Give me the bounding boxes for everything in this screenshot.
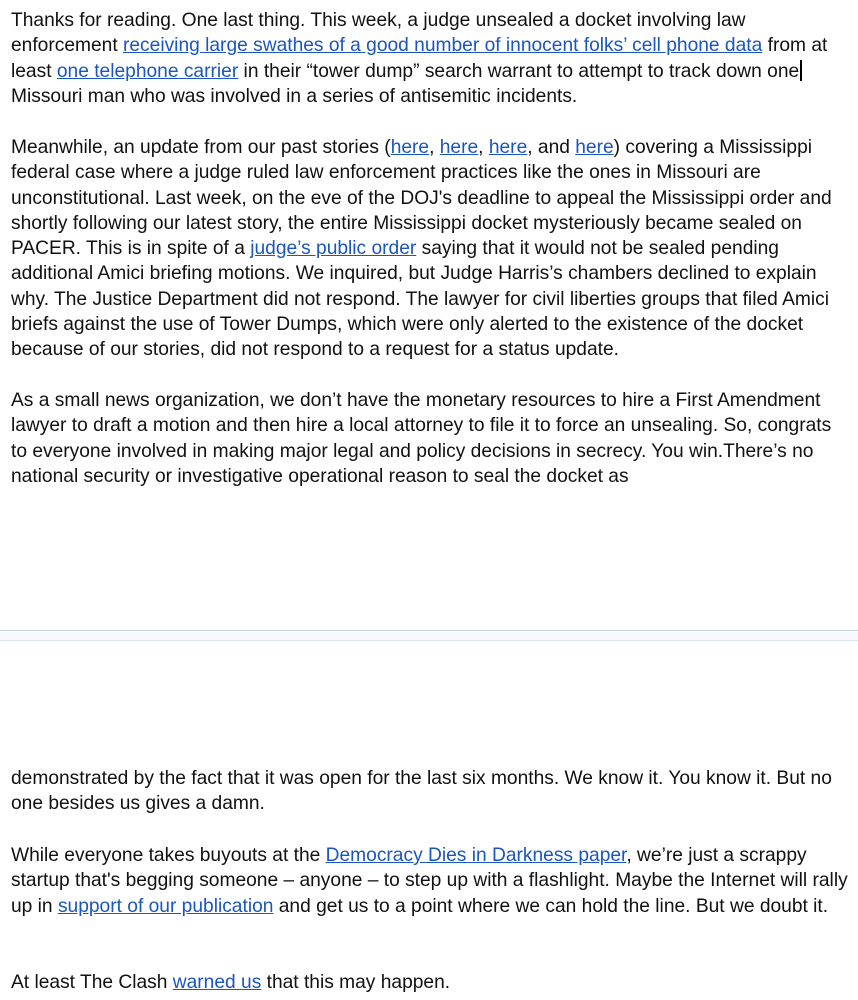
paragraph-mississippi-update: [11, 135, 851, 363]
text-run: While everyone takes buyouts at the: [11, 845, 326, 866]
text-run: in their “tower dump” search warrant to attempt to track down one: [238, 60, 800, 82]
link-here-2[interactable]: here: [439, 137, 479, 158]
link-warned-us[interactable]: warned us: [172, 972, 262, 993]
text-run: As a small news organization, we don’t have the monetary resources to hire a First Amendment lawyer to draft a motion and then hire a local attorney to file it to force an unsealing. So, congrats to everyone involved in making major legal and policy decisions in secrecy. You win.There’s no national security or investigative operational reason to seal the docket as: [11, 390, 832, 487]
link-here-4[interactable]: here: [575, 137, 614, 158]
text-run: At least The Clash: [11, 972, 173, 993]
text-run: Thanks for reading. One last thing. This week, a judge unsealed a docket involving law enforcement: [11, 10, 746, 57]
link-cell-phone-data[interactable]: receiving large swathes of a good number of innocent folks’ cell phone data: [123, 35, 763, 57]
link-here-1[interactable]: here: [390, 137, 430, 158]
page-break: [0, 630, 858, 641]
link-judges-public-order[interactable]: judge’s public order: [250, 238, 417, 260]
paragraph-demonstrated: [11, 766, 851, 817]
text-run: demonstrated by the fact that it was open for the last six months. We know it. You know it. But no one besides us gives a damn.: [11, 768, 832, 815]
document-page-bottom: [0, 641, 858, 1000]
text-run: Missouri man who was involved in a series of antisemitic incidents.: [11, 85, 578, 107]
link-telephone-carrier[interactable]: one telephone carrier: [56, 60, 239, 82]
paragraph-the-clash: [11, 970, 851, 995]
paragraph-small-news-organization: [11, 388, 851, 489]
text-run: Meanwhile, an update from our past stories (: [11, 137, 391, 158]
text-run: from at least: [11, 35, 828, 82]
paragraph-buyouts: [11, 843, 851, 919]
link-democracy-dies-in-darkness[interactable]: Democracy Dies in Darkness paper: [325, 845, 627, 866]
text-run: , and: [527, 137, 576, 158]
link-here-3[interactable]: here: [488, 137, 528, 158]
text-run: ,: [478, 137, 489, 158]
text-run: ,: [429, 137, 440, 158]
text-run: and get us to a point where we can hold the line. But we doubt it.: [273, 895, 829, 917]
text-run: , we’re just a scrappy startup that's begging someone – anyone – to step up with a flashlight. Maybe the Internet will rally up in: [11, 845, 848, 917]
text-run: ) covering a Mississippi federal case where a judge ruled law enforcement practices like the ones in Missouri are unconstitutional. Last week, on the eve of the DOJ's deadline to appeal the Mississippi order and shortly following our latest story, the entire Mississippi docket mysteriously became sealed on PACER. This is in spite of a: [11, 137, 832, 260]
text-cursor: [800, 60, 802, 81]
text-run: saying that it would not be sealed pending additional Amici briefing motions. We inquired, but Judge Harris’s chambers declined to explain why. The Justice Department did not respond. The lawyer for civil liberties groups that filed Amici briefs against the use of Tower Dumps, which were only alerted to the existence of the docket because of our stories, did not respond to a request for a status update.: [11, 238, 829, 361]
paragraph-thanks-for-reading: [11, 8, 851, 109]
link-support-publication[interactable]: support of our publication: [57, 895, 274, 917]
text-run: that this may happen.: [261, 972, 451, 993]
